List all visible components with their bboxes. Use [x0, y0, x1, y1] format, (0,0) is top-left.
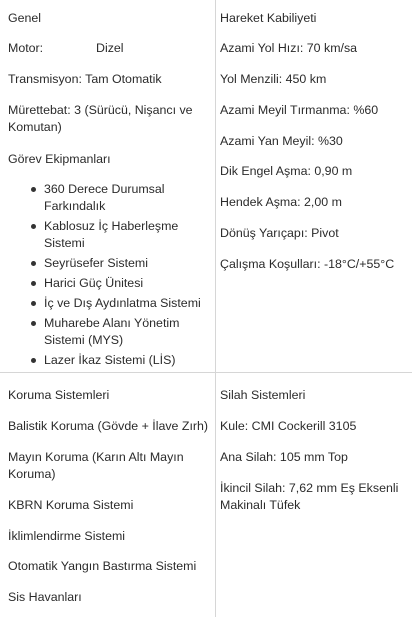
motor-row [8, 40, 124, 57]
protection-row: KBRN Koruma Sistemi [8, 498, 134, 512]
weapons-row: Kule: CMI Cockerill 3105 [220, 419, 357, 433]
mobility-row: Hendek Aşma: 2,00 m [220, 195, 342, 209]
mobility-row: Yol Menzili: 450 km [220, 72, 327, 86]
mobility-row: Azami Meyil Tırmanma: %60 [220, 103, 379, 117]
list-item: Harici Güç Ünitesi [30, 275, 214, 292]
equipment-list [30, 181, 214, 372]
protection-row: Otomatik Yangın Bastırma Sistemi [8, 559, 197, 573]
row-divider [0, 372, 412, 373]
list-item: Seyrüsefer Sistemi [30, 255, 214, 272]
mobility-heading: Hareket Kabiliyeti [220, 11, 317, 25]
weapons-row: İkincil Silah: 7,62 mm Eş Eksenli Makinalı Tüfek [220, 481, 399, 512]
mobility-row: Dik Engel Aşma: 0,90 m [220, 164, 353, 178]
list-item: 360 Derece Durumsal Farkındalık [30, 181, 214, 215]
transmission-row: Transmisyon: Tam Otomatik [8, 72, 162, 86]
list-item: Lazer İkaz Sistemi (LİS) [30, 352, 214, 369]
column-divider [215, 0, 216, 617]
mobility-row: Çalışma Koşulları: -18°C/+55°C [220, 257, 395, 271]
protection-row: Mayın Koruma (Karın Altı Mayın Koruma) [8, 450, 184, 481]
equipment-heading: Görev Ekipmanları [8, 152, 111, 166]
motor-value: Dizel [96, 41, 124, 55]
protection-row: Balistik Koruma (Gövde + İlave Zırh) [8, 419, 209, 433]
list-item: Muharebe Alanı Yönetim Sistemi (MYS) [30, 315, 214, 349]
weapons-row: Ana Silah: 105 mm Top [220, 450, 348, 464]
mobility-row: Azami Yol Hızı: 70 km/sa [220, 41, 358, 55]
protection-row: İklimlendirme Sistemi [8, 529, 126, 543]
mobility-row: Azami Yan Meyil: %30 [220, 134, 343, 148]
mobility-row: Dönüş Yarıçapı: Pivot [220, 226, 339, 240]
crew-row: Mürettebat: 3 (Sürücü, Nişancı ve Komutan) [8, 103, 193, 134]
general-heading: Genel [8, 11, 42, 25]
protection-heading: Koruma Sistemleri [8, 388, 110, 402]
weapons-heading: Silah Sistemleri [220, 388, 306, 402]
motor-label: Motor: [8, 41, 44, 55]
list-item: İç ve Dış Aydınlatma Sistemi [30, 295, 214, 312]
protection-row: Sis Havanları [8, 590, 82, 604]
list-item: Kablosuz İç Haberleşme Sistemi [30, 218, 214, 252]
